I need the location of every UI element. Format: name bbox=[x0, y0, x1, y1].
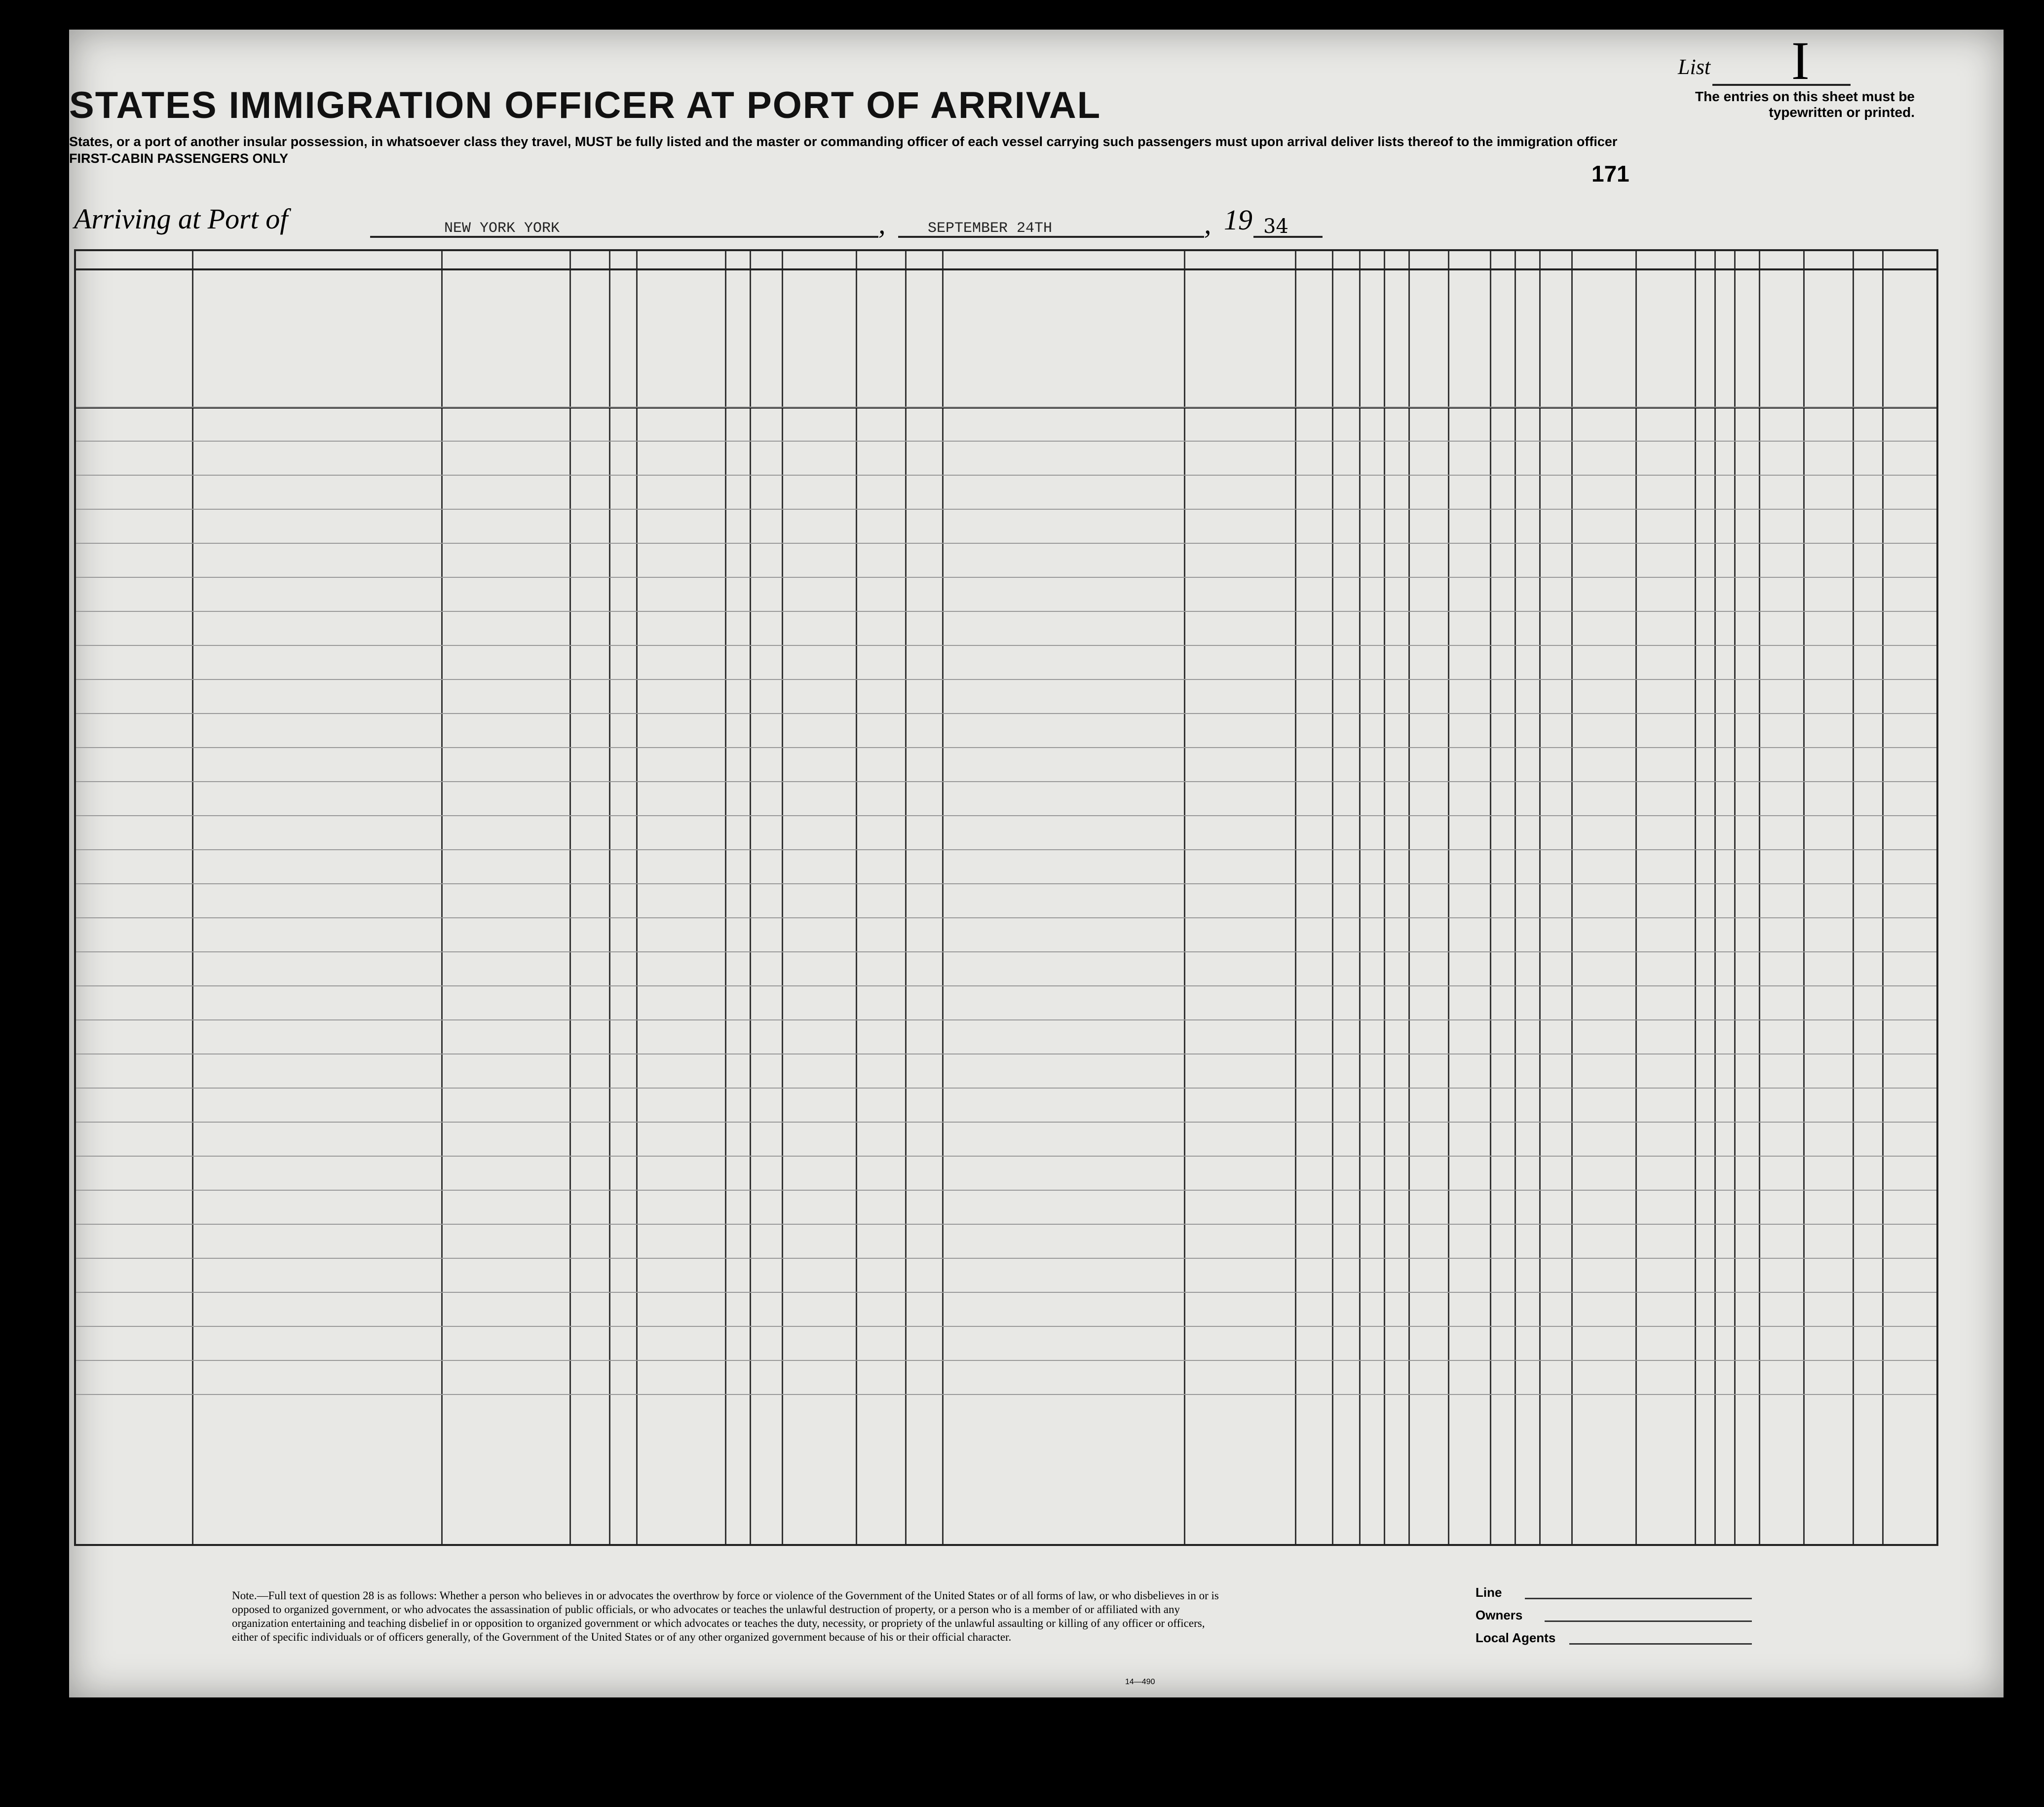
form-number: 14—490 bbox=[1125, 1678, 1155, 1686]
row-divider bbox=[76, 577, 1936, 578]
manifest-table bbox=[74, 249, 1938, 1546]
column-divider bbox=[1853, 251, 1854, 1544]
column-divider bbox=[750, 251, 751, 1544]
column-divider bbox=[856, 251, 857, 1544]
year-prefix: 19 bbox=[1224, 204, 1252, 236]
row-divider bbox=[76, 441, 1936, 442]
column-divider bbox=[569, 251, 571, 1544]
row-divider bbox=[76, 645, 1936, 646]
page-title: STATES IMMIGRATION OFFICER AT PORT OF ARRIVAL bbox=[69, 84, 1101, 126]
column-divider bbox=[1539, 251, 1541, 1544]
agents-label: Local Agents bbox=[1476, 1630, 1556, 1645]
line-field bbox=[1525, 1598, 1752, 1599]
column-divider bbox=[1184, 251, 1185, 1544]
column-divider bbox=[192, 251, 193, 1544]
year-suffix: 34 bbox=[1263, 215, 1288, 238]
row-divider bbox=[76, 1258, 1936, 1259]
agents-field bbox=[1569, 1643, 1752, 1645]
row-divider bbox=[76, 1156, 1936, 1157]
row-divider bbox=[76, 407, 1936, 408]
row-divider bbox=[76, 713, 1936, 714]
row-divider bbox=[76, 1019, 1936, 1020]
column-divider bbox=[1408, 251, 1410, 1544]
column-divider bbox=[1295, 251, 1296, 1544]
column-divider bbox=[1332, 251, 1333, 1544]
cabin-line: FIRST-CABIN PASSENGERS ONLY bbox=[69, 151, 289, 166]
row-divider bbox=[76, 1088, 1936, 1089]
sheet-number: 171 bbox=[1591, 161, 1629, 187]
row-divider bbox=[76, 781, 1936, 782]
column-divider bbox=[1490, 251, 1491, 1544]
column-divider bbox=[1448, 251, 1449, 1544]
line-label: Line bbox=[1476, 1585, 1502, 1600]
column-divider bbox=[1384, 251, 1385, 1544]
column-divider bbox=[725, 251, 726, 1544]
date-value: SEPTEMBER 24TH bbox=[928, 220, 1053, 237]
column-divider bbox=[1803, 251, 1805, 1544]
column-divider bbox=[1882, 251, 1884, 1544]
column-divider bbox=[905, 251, 907, 1544]
list-underline bbox=[1712, 84, 1851, 86]
column-divider bbox=[1359, 251, 1361, 1544]
column-divider bbox=[1571, 251, 1573, 1544]
row-divider bbox=[76, 475, 1936, 476]
column-divider bbox=[1695, 251, 1696, 1544]
row-divider bbox=[76, 849, 1936, 850]
owners-field bbox=[1545, 1620, 1752, 1622]
port-value: NEW YORK YORK bbox=[444, 220, 560, 237]
list-value: I bbox=[1791, 31, 1810, 91]
row-divider bbox=[76, 543, 1936, 544]
row-divider bbox=[76, 509, 1936, 510]
year-underline bbox=[1253, 236, 1323, 238]
intro-line: States, or a port of another insular possession, in whatsoever class they travel, MUST be fully listed and the master or commanding officer of each vessel carrying such passengers must upon arrival deliver lists thereof to the immigration officer bbox=[69, 134, 1618, 149]
row-divider bbox=[76, 1394, 1936, 1395]
column-divider bbox=[636, 251, 638, 1544]
intro-text bbox=[69, 133, 1648, 167]
column-divider bbox=[1759, 251, 1760, 1544]
row-divider bbox=[76, 1224, 1936, 1225]
row-divider bbox=[76, 815, 1936, 816]
row-divider bbox=[76, 985, 1936, 986]
column-divider bbox=[1714, 251, 1716, 1544]
typewritten-notice: The entries on this sheet must be typewritten or printed. bbox=[1695, 89, 1915, 120]
row-divider bbox=[76, 951, 1936, 952]
header-top-rule bbox=[76, 268, 1936, 270]
column-divider bbox=[609, 251, 610, 1544]
row-divider bbox=[76, 1190, 1936, 1191]
row-divider bbox=[76, 917, 1936, 918]
row-divider bbox=[76, 679, 1936, 680]
owners-label: Owners bbox=[1476, 1608, 1523, 1622]
row-divider bbox=[76, 883, 1936, 884]
column-divider bbox=[782, 251, 783, 1544]
arriving-label: Arriving at Port of bbox=[74, 203, 288, 235]
column-divider bbox=[441, 251, 443, 1544]
row-divider bbox=[76, 1360, 1936, 1361]
column-divider bbox=[1635, 251, 1637, 1544]
column-divider bbox=[1514, 251, 1516, 1544]
footnote: Note.—Full text of question 28 is as follows: Whether a person who believes in or advocates the overthrow by force or violence of the Government of the United States or of all forms of law, or who disbelieves in or is opposed to organized government, or who advocates the assassination of public officials, or who advocates or teaches the unlawful destruction of property, or a person who is a member of or affiliated with any organization entertaining and teaching disbelief in or opposition to organized government or which advocates or teaches the duty, necessity, or propriety of the unlawful assaulting or killing of any officer or officers, either of specific individuals or of officers generally, of the Government of the United States or of any other organized government because of his or their official character. bbox=[232, 1589, 1219, 1643]
row-divider bbox=[76, 1292, 1936, 1293]
list-label: List bbox=[1678, 55, 1711, 79]
row-divider bbox=[76, 611, 1936, 612]
column-divider bbox=[1734, 251, 1736, 1544]
row-divider bbox=[76, 1122, 1936, 1123]
row-divider bbox=[76, 1326, 1936, 1327]
row-divider bbox=[76, 747, 1936, 748]
column-divider bbox=[942, 251, 944, 1544]
